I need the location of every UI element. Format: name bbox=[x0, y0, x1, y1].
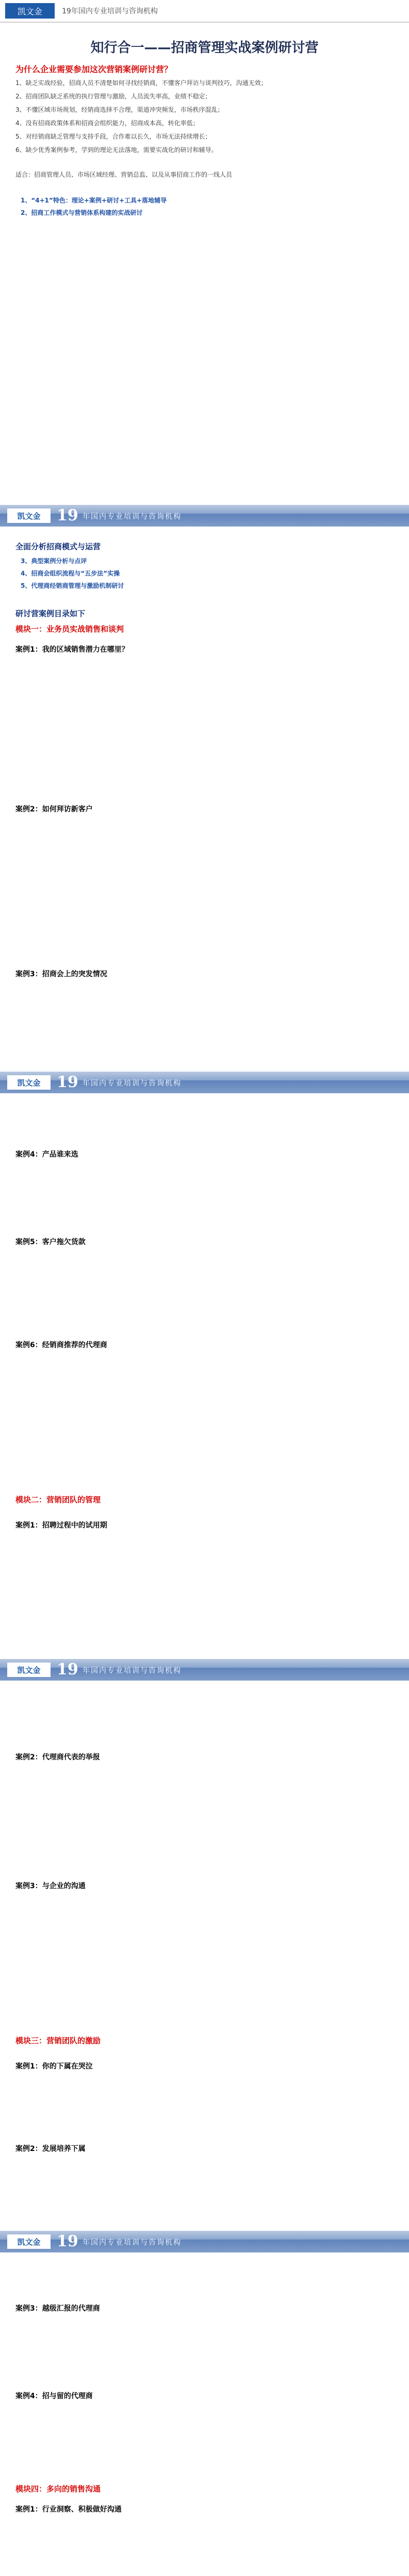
why-item-1: 1、“4+1”特色：理论+案例+研讨+工具+落地辅导 bbox=[21, 197, 167, 204]
m1-case-3: 案例3：招商会上的突发情况 bbox=[15, 970, 107, 978]
module3-heading: 模块三：营销团队的激励 bbox=[15, 2036, 101, 2045]
why-para-1: 1、缺乏实战经验，招商人员不清楚如何寻找经销商，不懂客户拜访与谈判技巧，沟通无效； bbox=[15, 79, 267, 87]
m3-case-2: 案例2：发展培养下属 bbox=[15, 2145, 86, 2153]
why-heading: 为什么企业需要参加这次营销案例研讨营？ bbox=[15, 64, 173, 74]
top-slogan: 19年国内专业培训与咨询机构 bbox=[62, 7, 158, 15]
m1-case-4: 案例4：产品谁来选 bbox=[15, 1150, 78, 1159]
stripe-logo: 凯文金 bbox=[7, 1663, 51, 1677]
why-para-6: 6、缺少优秀案例参考，学到的理论无法落地，需要实战化的研讨和辅导。 bbox=[15, 146, 218, 154]
section-stripe bbox=[0, 2231, 409, 2252]
why-item-2: 2、招商工作模式与营销体系构建的实战研讨 bbox=[21, 209, 143, 216]
page-title: 知行合一——招商管理实战案例研讨营 bbox=[90, 40, 319, 56]
m3-case-3: 案例3：越级汇报的代理商 bbox=[15, 2304, 100, 2313]
module-intro-item-1: 3、典型案例分析与点评 bbox=[21, 557, 87, 565]
content-heading: 研讨营案例目录如下 bbox=[15, 609, 86, 618]
stripe-text: 年国内专业培训与咨询机构 bbox=[83, 2239, 182, 2247]
m1-case-6: 案例6：经销商推荐的代理商 bbox=[15, 1341, 107, 1349]
module-intro-item-2: 4、招商会组织流程与“五步法”实操 bbox=[21, 570, 120, 577]
m3-case-4: 案例4：招与留的代理商 bbox=[15, 2392, 93, 2400]
stripe-number: 19 bbox=[57, 506, 78, 524]
stripe-number: 19 bbox=[57, 1660, 78, 1679]
m2-case-2: 案例2：代理商代表的举报 bbox=[15, 1753, 100, 1761]
why-note: 适合：招商管理人员、市场区域经理、营销总监、以及从事招商工作的一线人员 bbox=[15, 171, 233, 178]
module-intro-heading: 全面分析招商模式与运营 bbox=[15, 542, 101, 551]
module-intro-item-3: 5、代理商经销商管理与激励机制研讨 bbox=[21, 582, 124, 589]
why-para-4: 4、没有招商政策体系和招商会组织能力，招商成本高，转化率低； bbox=[15, 120, 199, 127]
stripe-logo: 凯文金 bbox=[7, 1075, 51, 1090]
stripe-text: 年国内专业培训与咨询机构 bbox=[83, 1079, 182, 1088]
module1-heading: 模块一：业务员实战销售和谈判 bbox=[15, 624, 124, 634]
module2-heading: 模块二：营销团队的管理 bbox=[15, 1495, 101, 1504]
m3-case-1: 案例1：你的下属在哭泣 bbox=[15, 2062, 93, 2071]
m2-case-3: 案例3：与企业的沟通 bbox=[15, 1882, 86, 1890]
stripe-text: 年国内专业培训与咨询机构 bbox=[83, 1667, 182, 1675]
m1-case-1: 案例1：我的区域销售潜力在哪里？ bbox=[15, 646, 129, 654]
stripe-logo: 凯文金 bbox=[7, 509, 51, 523]
section-stripe bbox=[0, 505, 409, 527]
m2-case-1: 案例1：招聘过程中的试用期 bbox=[15, 1521, 107, 1530]
why-para-3: 3、不懂区域市场规划，经销商选择不合理，渠道冲突频发，市场秩序混乱； bbox=[15, 106, 224, 113]
why-para-5: 5、对经销商缺乏管理与支持手段，合作难以长久，市场无法持续增长； bbox=[15, 133, 211, 140]
section-stripe bbox=[0, 1659, 409, 1681]
section-stripe bbox=[0, 1072, 409, 1093]
why-para-2: 2、招商团队缺乏系统的执行管理与激励，人员流失率高，业绩不稳定； bbox=[15, 93, 211, 100]
stripe-number: 19 bbox=[57, 2232, 78, 2250]
brand-logo: 凯文金 bbox=[5, 3, 55, 19]
stripe-logo: 凯文金 bbox=[7, 2234, 51, 2249]
stripe-text: 年国内专业培训与咨询机构 bbox=[83, 513, 182, 521]
m1-case-2: 案例2：如何拜访新客户 bbox=[15, 805, 93, 814]
m4-case-1: 案例1：行业洞察、积极做好沟通 bbox=[15, 2505, 122, 2514]
stripe-number: 19 bbox=[57, 1073, 78, 1091]
top-banner bbox=[0, 0, 409, 23]
m1-case-5: 案例5：客户拖欠货款 bbox=[15, 1238, 86, 1246]
module4-heading: 模块四：多向的销售沟通 bbox=[15, 2484, 101, 2494]
